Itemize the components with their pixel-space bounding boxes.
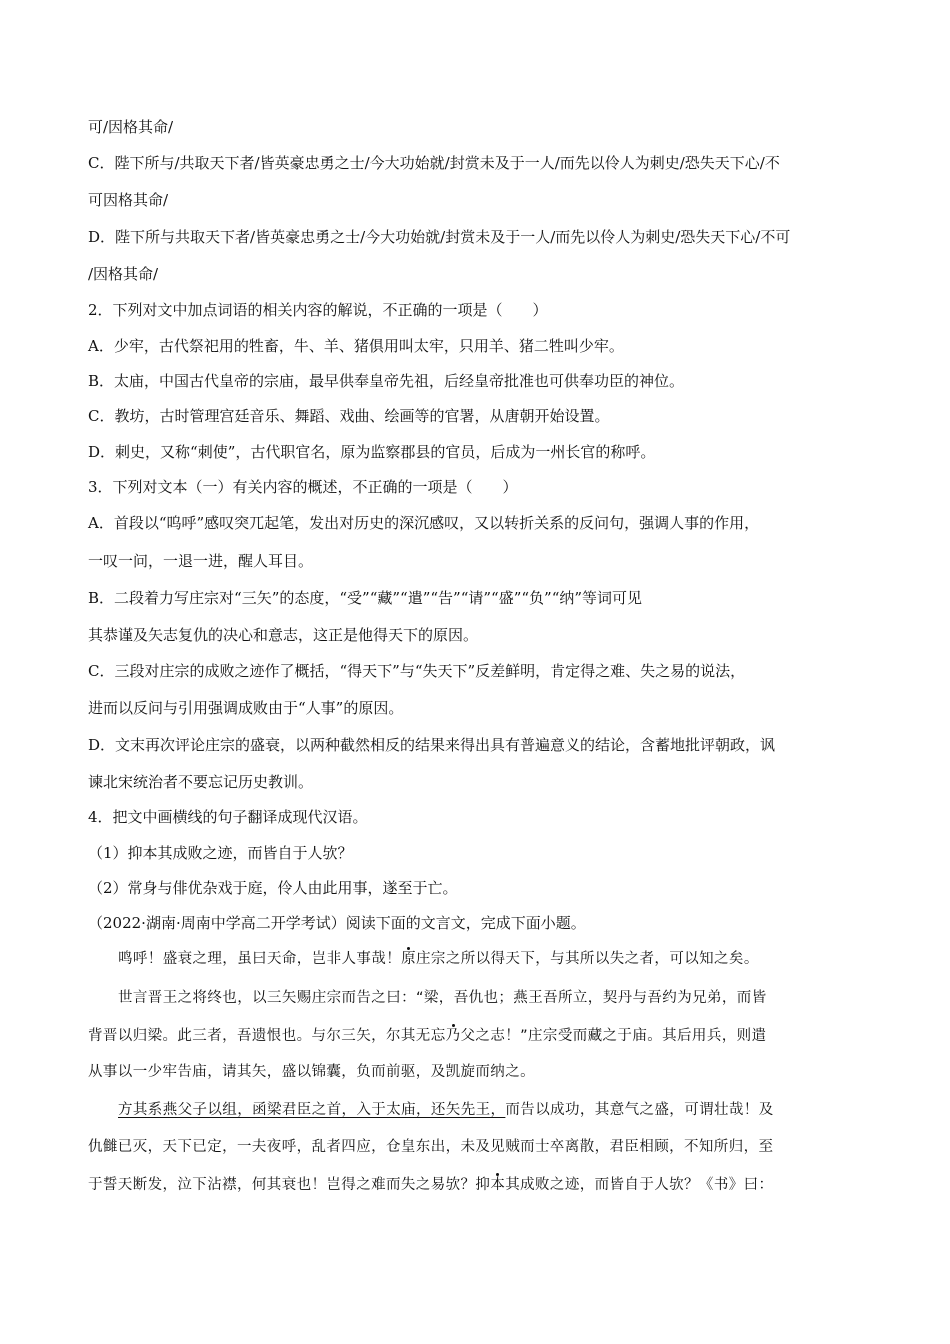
passage-p2-line3: 从事以一少牢告庙，请其矢，盛以锦囊，负而前驱，及凯旋而纳之。 (88, 1064, 535, 1080)
q3-option-b-line1: B．二段着力写庄宗对“三矢”的态度，“受”“藏”“遣”“告”“请”“盛”“负”“纳”等词可见 (88, 589, 643, 607)
q2-option-a: A．少牢，古代祭祀用的牲畜，牛、羊、猪俱用叫太牢，只用羊、猪二牲叫少牢。 (88, 337, 624, 355)
q1-option-c-line2: 可因格其命/ (88, 191, 169, 209)
q3-option-c-line1: C．三段对庄宗的成败之迹作了概括，“得天下”与“失天下”反差鲜明，肯定得之难、失之易的说法， (88, 662, 746, 680)
passage-text: 于誓天断发，泣下沾襟，何其衰也！岂得之难而失之易欤？抑 (88, 1177, 491, 1193)
passage-p2-line1: 世言晋王之将终也，以三矢赐庄宗而告之曰：“梁，吾仇也；燕王吾所立，契丹与吾约为兄弟，而皆 (118, 990, 767, 1006)
q3-option-b-line2: 其恭谨及矢志复仇的决心和意志，这正是他得天下的原因。 (88, 626, 479, 644)
emphasis-dot-word: 本 (490, 1177, 506, 1193)
passage-text: 庄宗之所以得天下，与其所以失之者，可以知之矣。 (416, 951, 759, 967)
source-heading: （2022·湖南·周南中学高二开学考试）阅读下面的文言文，完成下面小题。 (88, 914, 586, 932)
q4-stem: 4．把文中画横线的句子翻译成现代汉语。 (88, 808, 368, 826)
q3-option-d-line2: 谏北宋统治者不要忘记历史教训。 (88, 773, 314, 791)
q2-option-d: D．刺史，又称“刺使”，古代职官名，原为监察郡县的官员，后成为一州长官的称呼。 (88, 443, 656, 461)
passage-p3-line1 (118, 1099, 898, 1121)
q1-option-d-line2: /因格其命/ (88, 265, 159, 283)
passage-text: 其成败之迹，而皆自于人欤？《书》曰： (505, 1177, 774, 1193)
passage-p3-line2: 仇雠已灭，天下已定，一夫夜呼，乱者四应，仓皇东出，未及见贼而士卒离散，君臣相顾，不知所归，至 (88, 1139, 774, 1155)
passage-text: 而告以成功，其意气之盛，可谓壮哉！及 (505, 1102, 774, 1118)
passage-p3-line3 (88, 1174, 868, 1196)
q3-option-a-line2: 一叹一问，一退一进，醒人耳目。 (88, 552, 314, 570)
q2-stem: 2．下列对文中加点词语的相关内容的解说，不正确的一项是（ ） (88, 301, 548, 319)
passage-text: 父之志！”庄宗受而藏之于庙。其后用兵，则遣 (460, 1028, 767, 1044)
underlined-sentence: 方其系燕父子以组，函梁君臣之首，入于太庙，还矢先王， (118, 1102, 506, 1118)
q3-stem: 3．下列对文本（一）有关内容的概述，不正确的一项是（ ） (88, 478, 518, 496)
q3-option-a-line1: A．首段以“呜呼”感叹突兀起笔，发出对历史的深沉感叹，又以转折关系的反问句，强调人事的作用， (88, 514, 760, 532)
q4-sentence-2: （2）常身与俳优杂戏于庭，伶人由此用事，遂至于亡。 (88, 879, 458, 897)
q2-option-b: B．太庙，中国古代皇帝的宗庙，最早供奉皇帝先祖，后经皇帝批准也可供奉功臣的神位。 (88, 372, 685, 390)
q1-option-d-line1: D．陛下所与共取天下者/皆英豪忠勇之士/今大功始就/封赏未及于一人/而先以伶人为刺史/恐失天下心/不可 (88, 228, 791, 246)
passage-p1 (118, 948, 898, 970)
q3-option-d-line1: D．文末再次评论庄宗的盛衰，以两种截然相反的结果来得出具有普遍意义的结论，含蓄地批评朝政，讽 (88, 736, 776, 754)
emphasis-dot-word: 原 (401, 951, 417, 967)
q3-option-c-line2: 进而以反问与引用强调成败由于“人事”的原因。 (88, 699, 404, 717)
q2-option-c: C．教坊，古时管理宫廷音乐、舞蹈、戏曲、绘画等的官署，从唐朝开始设置。 (88, 407, 610, 425)
passage-text: 鸣呼！盛衰之理，虽曰天命，岂非人事哉！ (118, 951, 402, 967)
passage-text: 背晋以归梁。此三者，吾遗恨也。与尔三矢，尔其无忘 (88, 1028, 446, 1044)
q1-option-b-tail: 可/因格其命/ (88, 118, 174, 136)
q1-option-c-line1: C．陛下所与/共取天下者/皆英豪忠勇之士/今大功始就/封赏未及于一人/而先以伶人为刺史/恐失天下心/不 (88, 154, 780, 172)
q4-sentence-1: （1）抑本其成败之迹，而皆自于人欤？ (88, 844, 353, 862)
passage-p2-line2 (88, 1025, 868, 1047)
emphasis-dot-word: 乃 (445, 1028, 461, 1044)
